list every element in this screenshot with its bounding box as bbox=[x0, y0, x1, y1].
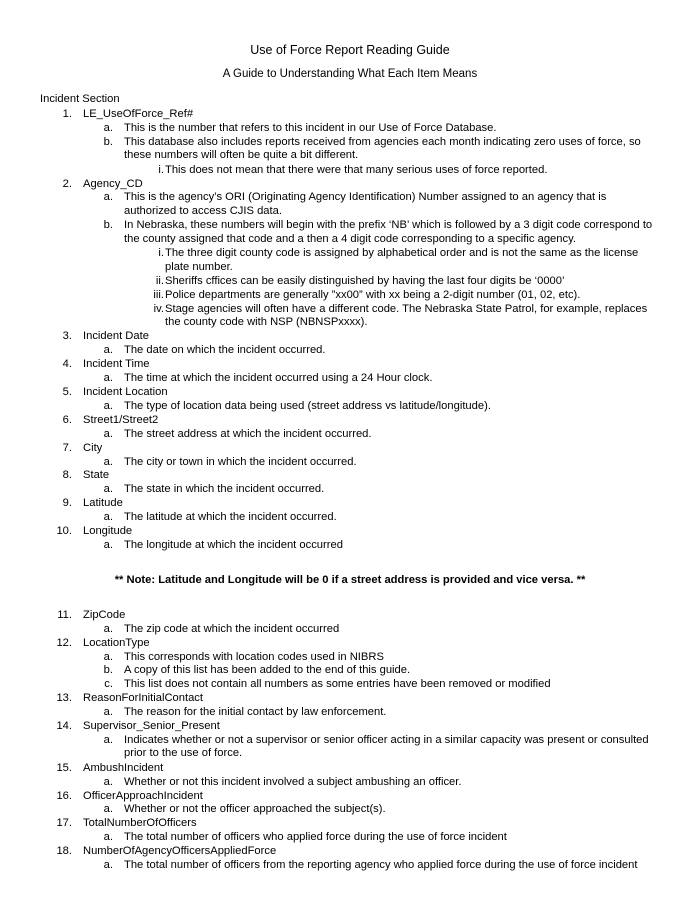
page-title: Use of Force Report Reading Guide bbox=[250, 43, 450, 57]
sub-item-text: Indicates whether or not a supervisor or senior officer acting in a similar capacity was present or consulted prior to the use of force. bbox=[124, 733, 649, 760]
item-number: 17. bbox=[56, 817, 72, 830]
sub-item-text: A copy of this list has been added to the end of this guide. bbox=[124, 664, 411, 677]
sub-item-text: The city or town in which the incident occurred. bbox=[124, 455, 357, 468]
sub-item-text: This is the agency’s ORI (Originating Agency Identification) Number assigned to an agency that is authorized to access CJIS data. bbox=[124, 191, 607, 217]
sub-sub-item-numeral: i. bbox=[158, 247, 164, 259]
sub-item-letter: a. bbox=[103, 344, 113, 357]
sub-item-letter: a. bbox=[103, 622, 113, 635]
sub-item-text: The total number of officers who applied force during the use of force incident bbox=[124, 831, 507, 844]
item-label: ReasonForInitialContact bbox=[83, 692, 204, 705]
sub-item-letter: a. bbox=[103, 706, 113, 719]
sub-item-text: This corresponds with location codes used in NIBRS bbox=[124, 650, 384, 663]
item-label: LE_UseOfForce_Ref# bbox=[83, 108, 194, 120]
item-number: 10. bbox=[56, 525, 72, 537]
sub-item-letter: b. bbox=[103, 135, 113, 148]
sub-sub-item-text: This does not mean that there were that many serious uses of force reported. bbox=[165, 163, 548, 176]
item-number: 5. bbox=[62, 386, 72, 398]
sub-item-letter: a. bbox=[103, 372, 113, 385]
sub-item-letter: b. bbox=[103, 219, 113, 232]
item-label: Incident Location bbox=[83, 386, 168, 398]
sub-sub-item-numeral: iv. bbox=[153, 302, 164, 315]
sub-item-letter: a. bbox=[103, 831, 113, 844]
sub-item-text: The date on which the incident occurred. bbox=[124, 344, 326, 357]
sub-item-letter: a. bbox=[103, 538, 113, 551]
sub-item-text: The zip code at which the incident occurred bbox=[124, 622, 340, 635]
sub-sub-item-numeral: i. bbox=[158, 163, 164, 176]
item-number: 16. bbox=[56, 789, 72, 802]
item-number: 2. bbox=[62, 177, 72, 190]
sub-item-letter: a. bbox=[103, 859, 113, 871]
sub-sub-item-text: The three digit county code is assigned by alphabetical order and is not the same as the license plate number. bbox=[165, 247, 639, 273]
sub-item-letter: a. bbox=[103, 803, 113, 816]
sub-sub-item-numeral: iii. bbox=[153, 288, 164, 301]
sub-item-text: This is the number that refers to this incident in our Use of Force Database. bbox=[124, 121, 497, 134]
sub-item-letter: a. bbox=[103, 399, 113, 412]
item-number: 8. bbox=[62, 469, 72, 482]
item-number: 13. bbox=[56, 692, 72, 705]
sub-item-letter: a. bbox=[103, 733, 113, 746]
sub-item-text: This database also includes reports received from agencies each month indicating zero uses of force, so these numbers will often be quite a bit different. bbox=[124, 135, 641, 162]
item-label: Incident Time bbox=[83, 358, 150, 371]
item-label: Latitude bbox=[83, 497, 123, 510]
sub-sub-item-numeral: ii. bbox=[155, 274, 164, 287]
sub-item-text: This list does not contain all numbers as some entries have been removed or modified bbox=[124, 678, 551, 691]
sub-item-text: The longitude at which the incident occurred bbox=[124, 538, 343, 551]
item-number: 6. bbox=[62, 413, 72, 426]
item-number: 14. bbox=[56, 720, 72, 732]
sub-item-letter: a. bbox=[103, 511, 113, 524]
lat-long-note: ** Note: Latitude and Longitude will be 0 if a street address is provided and vice versa. ** bbox=[114, 573, 586, 586]
sub-item-text: The latitude at which the incident occurred. bbox=[124, 511, 337, 524]
item-label: Agency_CD bbox=[83, 177, 143, 190]
sub-item-letter: a. bbox=[103, 191, 113, 204]
sub-item-letter: b. bbox=[103, 664, 113, 677]
item-number: 12. bbox=[56, 636, 72, 649]
sub-item-text: The street address at which the incident occurred. bbox=[124, 427, 372, 440]
sub-sub-item-text: Stage agencies will often have a different code. The Nebraska State Patrol, for example, replaces the county code with NSP (NBNSPxxxx). bbox=[165, 302, 648, 329]
item-number: 7. bbox=[62, 441, 72, 454]
sub-item-text: The total number of officers from the reporting agency who applied force during the use of force incident bbox=[124, 859, 638, 871]
item-number: 9. bbox=[62, 497, 72, 510]
item-label: AmbushIncident bbox=[83, 761, 164, 774]
item-label: TotalNumberOfOfficers bbox=[83, 817, 197, 830]
item-label: Supervisor_Senior_Present bbox=[83, 720, 220, 732]
section-heading: Incident Section bbox=[40, 93, 120, 105]
sub-item-letter: a. bbox=[103, 650, 113, 663]
sub-item-text: Whether or not the officer approached the subject(s). bbox=[124, 803, 386, 816]
item-label: LocationType bbox=[83, 636, 150, 649]
item-number: 18. bbox=[56, 845, 72, 858]
item-number: 11. bbox=[57, 608, 72, 621]
sub-sub-item-text: Sheriffs cffices can be easily distinguished by having the last four digits be ‘0000’ bbox=[165, 274, 565, 287]
item-label: ZipCode bbox=[83, 608, 126, 621]
sub-item-letter: a. bbox=[103, 427, 113, 440]
sub-sub-item-text: Police departments are generally ”xx00” with xx being a 2-digit number (01, 02, etc). bbox=[165, 288, 581, 301]
item-label: Incident Date bbox=[83, 330, 149, 343]
item-label: OfficerApproachIncident bbox=[83, 789, 203, 802]
item-number: 1. bbox=[62, 108, 72, 120]
sub-item-letter: c. bbox=[104, 678, 113, 691]
sub-item-text: The time at which the incident occurred using a 24 Hour clock. bbox=[124, 372, 433, 385]
item-label: State bbox=[83, 469, 110, 482]
sub-item-text: In Nebraska, these numbers will begin with the prefix ‘NB’ which is followed by a 3 digit code correspond to the county assigned that code and a then a 4 digit code corresponding to a specific agency. bbox=[124, 219, 653, 245]
sub-item-letter: a. bbox=[103, 483, 113, 496]
item-label: Longitude bbox=[83, 525, 133, 537]
item-label: NumberOfAgencyOfficersAppliedForce bbox=[83, 845, 277, 858]
item-number: 15. bbox=[56, 761, 72, 774]
sub-item-letter: a. bbox=[103, 455, 113, 468]
item-number: 4. bbox=[62, 358, 72, 371]
sub-item-text: The type of location data being used (street address vs latitude/longitude). bbox=[124, 399, 491, 412]
sub-item-text: The reason for the initial contact by law enforcement. bbox=[124, 706, 387, 719]
sub-item-letter: a. bbox=[103, 775, 113, 788]
sub-item-letter: a. bbox=[103, 121, 113, 134]
item-label: Street1/Street2 bbox=[83, 413, 159, 426]
item-number: 3. bbox=[62, 330, 72, 343]
page-subtitle: A Guide to Understanding What Each Item Means bbox=[222, 68, 478, 80]
sub-item-text: The state in which the incident occurred. bbox=[124, 483, 325, 496]
sub-item-text: Whether or not this incident involved a subject ambushing an officer. bbox=[124, 775, 462, 788]
item-label: City bbox=[83, 441, 103, 454]
